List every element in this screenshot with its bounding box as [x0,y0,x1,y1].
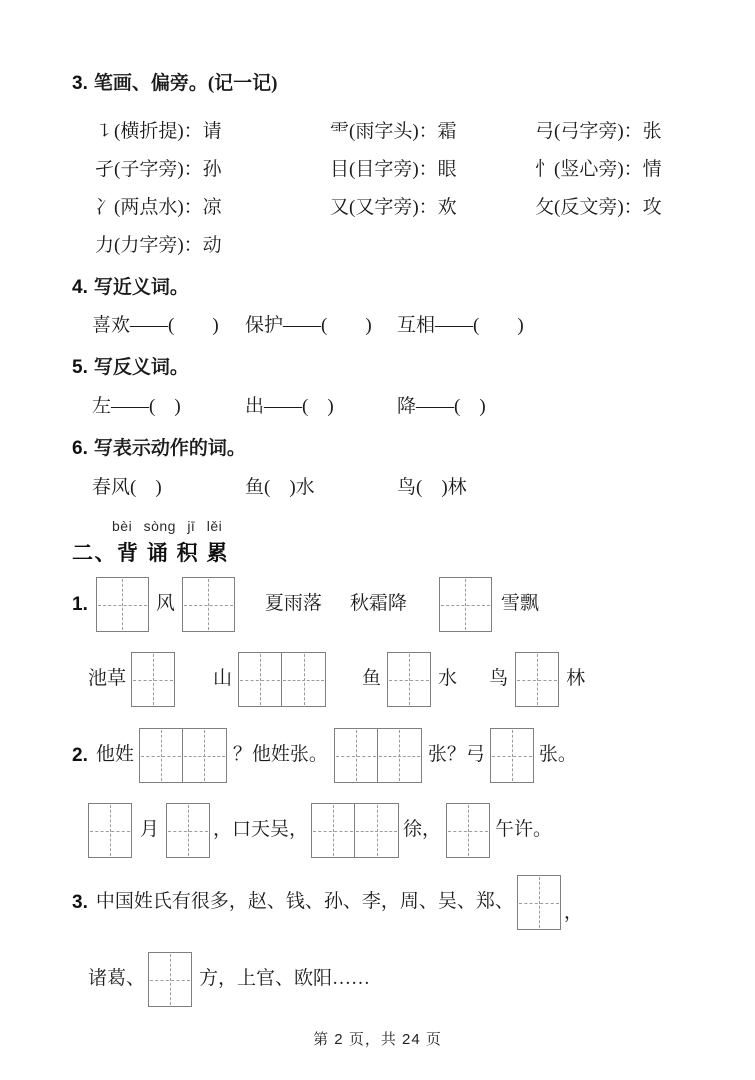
section-3-heading [72,72,278,97]
grid-cell [88,803,132,858]
grid-cell [439,577,492,632]
text-segment: 池草 [88,668,127,690]
text-segment: 水 [438,668,458,690]
writing-grid [517,875,561,930]
text-segment: 方，上官、欧阳…… [199,968,371,990]
grid-cell [139,728,183,783]
page-footer: 第 2 页，共 24 页 [313,1031,442,1048]
radical-list [95,120,740,272]
text-segment: 雪飘 [500,593,539,615]
grid-cell [238,652,282,707]
grid-cell [148,952,192,1007]
radical-item: 弓(弓字旁)：张 [535,121,662,142]
writing-grid [311,803,399,858]
grid-cell [96,577,149,632]
radical-item: ㇊(横折提)：请 [95,121,222,142]
section-3-title: 笔画、偏旁。(记一记) [93,73,278,94]
action-word-blank-item: 鸟( )林 [397,477,467,498]
text-segment: 秋霜降 [349,593,407,615]
question-2-number: 2. [72,744,88,766]
part2-title: 二、背 诵 积 累 [72,542,230,565]
radical-item: 孑(子字旁)：孙 [95,159,222,180]
grid-cell [334,728,378,783]
writing-grid [446,803,490,858]
question-3-number: 3. [72,891,88,913]
writing-grid [515,652,559,707]
action-word-blank-item: 春风( ) [92,477,162,498]
synonym-blank-item: 保护——( ) [245,315,372,336]
writing-grid [334,728,422,783]
antonym-blank-item: 左——( ) [92,396,181,417]
synonym-blank-item: 互相——( ) [397,315,524,336]
antonym-blank-row [92,395,737,420]
question-2-line-2 [88,803,552,858]
text-segment: 鱼 [362,668,382,690]
writing-grid [88,803,132,858]
grid-cell [490,728,534,783]
text-segment: ， [563,902,583,924]
writing-grid [166,803,210,858]
section-5-title: 写反义词。 [93,357,189,378]
grid-cell [131,652,175,707]
antonym-blank-item: 降——( ) [397,396,486,417]
question-3-line-2 [88,952,370,1007]
radical-item: 冫(两点水)：凉 [95,197,222,218]
synonym-blank-item: 喜欢——( ) [92,315,219,336]
radical-item: 力(力字旁)：动 [95,235,222,256]
section-6-number: 6. [72,438,88,459]
grid-cell [515,652,559,707]
text-segment: 他姓 [95,744,134,766]
grid-cell [282,652,326,707]
text-segment: 风 [155,593,175,615]
section-5-heading [72,356,189,381]
text-segment: 张。 [538,744,577,766]
part2-pinyin: bèi sòng jī lěi [112,518,223,534]
text-segment: 午许。 [495,819,553,841]
text-segment: 鸟 [489,668,509,690]
section-6-heading [72,437,246,462]
grid-cell [378,728,422,783]
grid-cell [387,652,431,707]
grid-cell [355,803,399,858]
grid-cell [446,803,490,858]
text-segment: 诸葛、 [88,968,146,990]
grid-cell [182,577,235,632]
question-1-line-2 [88,652,585,707]
action-word-blank-row [92,476,737,501]
text-segment: 山 [213,668,233,690]
radical-item: 忄(竖心旁)：情 [535,159,662,180]
section-6-title: 写表示动作的词。 [93,438,246,459]
writing-grid [139,728,227,783]
writing-grid [131,652,175,707]
grid-cell [517,875,561,930]
radical-item: 又(又字旁)：欢 [330,197,457,218]
question-1-line-1 [72,577,539,632]
writing-grid [387,652,431,707]
writing-grid [182,577,235,632]
writing-grid [96,577,149,632]
grid-cell [311,803,355,858]
section-4-title: 写近义词。 [93,277,189,298]
question-3-line-1 [72,875,583,930]
text-segment: 夏雨落 [264,593,322,615]
question-1-number: 1. [72,593,88,615]
antonym-blank-item: 出——( ) [245,396,334,417]
grid-cell [166,803,210,858]
text-segment: ，口天吴， [213,819,309,841]
section-5-number: 5. [72,357,88,378]
text-segment: 林 [566,668,586,690]
writing-grid [439,577,492,632]
text-segment: ？他姓张。 [232,744,328,766]
radical-item: 目(目字旁)：眼 [330,159,457,180]
section-4-heading [72,276,189,301]
radical-item: ⻗(雨字头)：霜 [330,121,457,142]
text-segment: 徐， [403,819,442,841]
radical-item: 攵(反文旁)：攻 [535,197,662,218]
text-segment: 张？弓 [427,744,485,766]
text-segment: 月 [140,819,160,841]
section-3-number: 3. [72,73,88,94]
writing-grid [238,652,326,707]
writing-grid [148,952,192,1007]
question-2-line-1 [72,728,577,783]
writing-grid [490,728,534,783]
synonym-blank-row [92,314,737,339]
grid-cell [183,728,227,783]
action-word-blank-item: 鱼( )水 [245,477,315,498]
text-segment: 中国姓氏有很多，赵、钱、孙、李，周、吴、郑、 [95,891,514,913]
section-4-number: 4. [72,277,88,298]
